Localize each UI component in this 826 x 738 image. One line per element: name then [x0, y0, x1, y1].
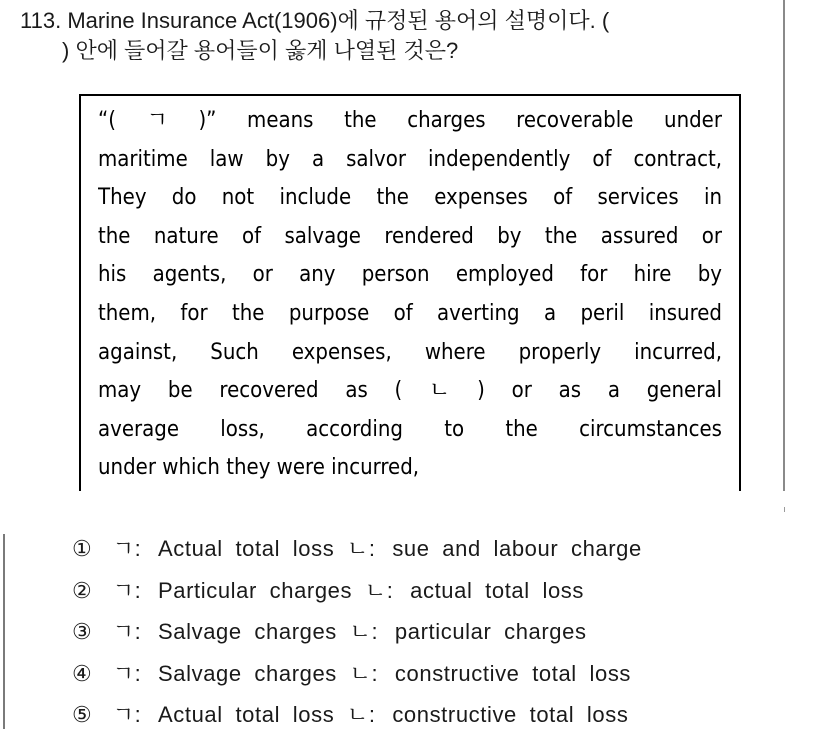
passage-line: them, for the purpose of averting a peril insured — [98, 300, 722, 326]
option-2[interactable] — [72, 572, 792, 614]
label-nieun: ㄴ: — [364, 577, 394, 603]
passage-line: the nature of salvage rendered by the assured or — [98, 223, 722, 249]
label-giyeok: ㄱ: — [112, 536, 142, 561]
passage-box — [79, 94, 741, 491]
option-value-nieun: actual total loss — [410, 577, 584, 603]
option-value-giyeok: Actual total loss — [158, 536, 335, 561]
option-marker: ① — [72, 536, 93, 561]
passage-line: They do not include the expenses of services in — [98, 185, 722, 211]
option-marker: ⑤ — [72, 702, 93, 727]
option-value-giyeok: Particular charges — [158, 577, 353, 603]
option-value-nieun: particular charges — [394, 619, 587, 644]
option-marker: ④ — [72, 660, 93, 686]
question-number: 113. — [20, 8, 62, 33]
option-3[interactable] — [72, 613, 792, 655]
label-giyeok: ㄱ: — [112, 702, 142, 727]
question-stem — [20, 6, 790, 66]
option-value-nieun: constructive total loss — [392, 702, 629, 727]
passage-line: maritime law by a salvor independently of contract, — [98, 146, 722, 172]
column-divider-right — [783, 0, 785, 491]
option-value-giyeok: Actual total loss — [158, 702, 335, 727]
label-giyeok: ㄱ: — [112, 619, 142, 644]
option-value-giyeok: Salvage charges — [158, 660, 337, 686]
question-text-line1: Marine Insurance Act(1906)에 규정된 용어의 설명이다. ( — [67, 8, 610, 33]
option-4[interactable] — [72, 655, 792, 697]
label-nieun: ㄴ: — [349, 619, 379, 644]
passage-line: his agents, or any person employed for hire by — [98, 262, 722, 288]
label-nieun: ㄴ: — [349, 660, 379, 686]
label-giyeok: ㄱ: — [112, 577, 142, 603]
divider-tick-mark — [784, 507, 785, 512]
label-nieun: ㄴ: — [347, 536, 376, 561]
option-marker: ③ — [72, 619, 93, 644]
option-5[interactable] — [72, 696, 792, 738]
option-value-nieun: sue and labour charge — [392, 536, 642, 561]
question-text-line2: ) 안에 들어갈 용어들이 옳게 나열된 것은? — [62, 38, 459, 63]
option-value-nieun: constructive total loss — [394, 660, 632, 686]
passage-line: “( ㄱ )” means the charges recoverable under — [98, 108, 722, 133]
passage-line: average loss, according to the circumstances — [98, 416, 722, 442]
label-nieun: ㄴ: — [347, 702, 376, 727]
option-marker: ② — [72, 577, 93, 603]
label-giyeok: ㄱ: — [112, 660, 142, 686]
passage-line: against, Such expenses, where properly incurred, — [98, 339, 722, 365]
passage-line: may be recovered as ( ㄴ ) or as a general — [98, 378, 722, 404]
option-value-giyeok: Salvage charges — [158, 619, 337, 644]
option-1[interactable] — [72, 530, 792, 572]
column-divider-left — [3, 534, 5, 729]
answer-options — [72, 530, 792, 738]
passage-line: under which they were incurred, — [98, 455, 420, 481]
